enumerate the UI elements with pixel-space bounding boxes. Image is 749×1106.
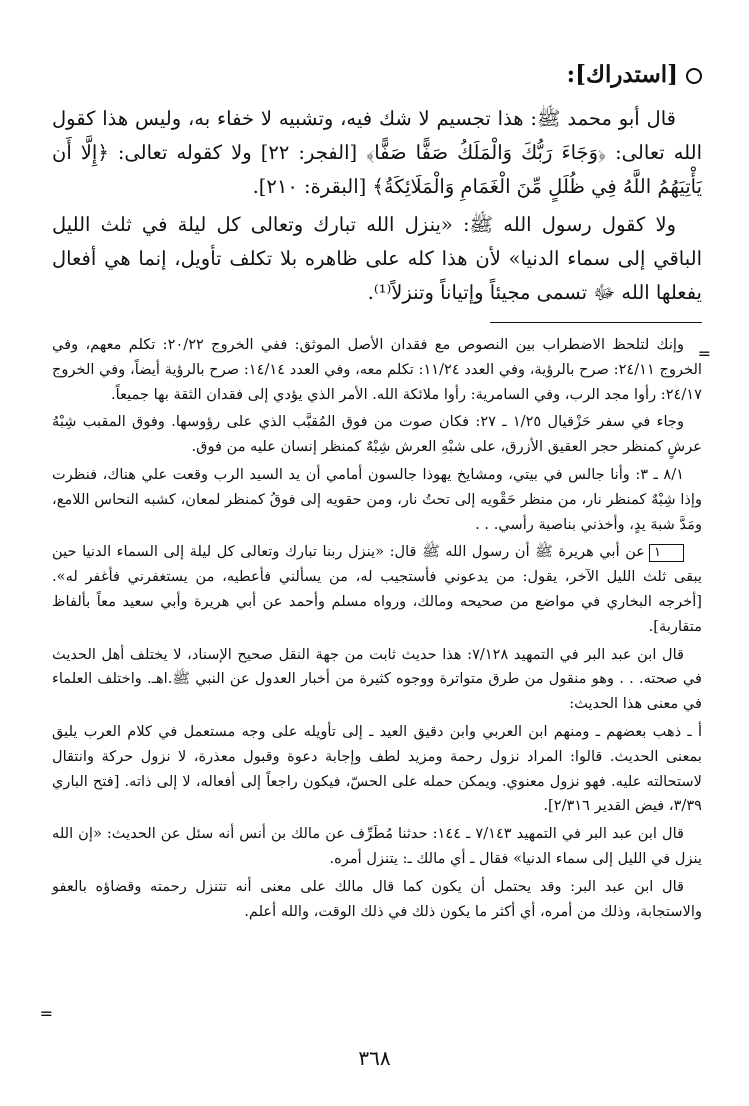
footnote-paragraph-7: قال ابن عبد البر في التمهيد ٧/١٤٣ ـ ١٤٤: حدثنا مُطَرِّف عن مالك بن أنس أنه سئل عن الحديث: «إن الله ينزل في الليل إلى سماء الدنيا» فقال ـ أي مالك ـ: يتنزل أمره.: [52, 825, 702, 867]
footnote-paragraph-5: قال ابن عبد البر في التمهيد ٧/١٢٨: هذا حديث ثابت من جهة النقل صحيح الإسناد، لا يختلف أهل الحديث في صحته. . . وهو منقول من طرق متواترة ووجوه كثيرة من أخبار العدول عن النبي ﷺ.اهـ. واختلف العلماء في معنى هذا الحديث:: [52, 645, 702, 713]
footnote-paragraph-4: [52, 540, 702, 639]
heading-text: [استدراك]:: [566, 61, 678, 88]
footnote-paragraph-8: قال ابن عبد البر: وقد يحتمل أن يكون كما قال مالك على معنى أنه تتنزل رحمته وقضاؤه بالعفو والاستجابة، وذلك من أمره، أي أكثر ما يكون ذلك في ذلك الوقت، والله أعلم.: [52, 877, 702, 920]
continuation-mark-top: =: [697, 344, 711, 363]
continuation-mark-bottom: =: [39, 1004, 53, 1023]
footnote-separator: [490, 322, 702, 323]
footnote-4-text: عن أبي هريرة ﷺ أن رسول الله ﷺ قال: «ينزل ربنا تبارك وتعالى كل ليلة إلى السماء الدنيا حين يبقى ثلث الليل الآخر، يقول: من يدعوني فأستجيب له، من يسألني فأعطيه، من يستغفرني فأغفر له». [أخرجه البخاري في مواضع من صحيحه ومالك، ورواه مسلم وأحمد عن أبي هريرة وأبي سعيد معاً بألفاظ متقاربة].: [52, 543, 702, 635]
page-number: ٣٦٨: [358, 1046, 391, 1070]
circle-bullet-icon: [686, 68, 702, 84]
footnotes: [52, 333, 702, 924]
main-paragraph-1: قال أبو محمد ﷺ: هذا تجسيم لا شك فيه، وتشبيه لا خفاء به، وليس هذا كقول الله تعالى: ﴿وَجَاءَ رَبُّكَ وَالْمَلَكُ صَفًّا صَفًّا﴾ [الفجر: ٢٢] ولا كقوله تعالى: ﴿إِلَّا أَن يَأْتِيَهُمُ اللَّهُ فِي ظُلَلٍ مِّنَ الْغَمَامِ وَالْمَلَائِكَةُ﴾ [البقرة: ٢١٠].: [52, 107, 702, 198]
main-text: [52, 102, 702, 310]
footnote-paragraph-2: وجاء في سفر حَزْقيال ١/٢٥ ـ ٢٧: فكان صوت من فوق المُقبَّب الذي على رؤوسها. وفوق المقبب شِبْهُ عرشٍ كمنظر حجر العقيق الأزرق، على شبْهِ العرش شِبْهٌ كمنظر إنسان عليه من فوق.: [52, 413, 702, 456]
main-paragraph-2: ولا كقول رسول الله ﷺ: «ينزل الله تبارك وتعالى كل ليلة في ثلث الليل الباقي إلى سماء الدنيا» لأن هذا كله على ظاهره بلا تكلف تأويل، إنما هي أفعال يفعلها الله ﷻ تسمى مجيئاً وإتياناً وتنزلاً⁽¹⁾.: [52, 213, 702, 304]
page-body: [52, 58, 702, 927]
footnote-paragraph-6: أ ـ ذهب بعضهم ـ ومنهم ابن العربي وابن دقيق العيد ـ إلى تأويله على وجه مستعمل في كلام العرب يليق بمعنى الحديث. قالوا: المراد نزول رحمة ومزيد لطف وإجابة دعوة وقبول معذرة، لا نزول حركة وانتقال لاستحالته عليه. فهو نزول معنوي. ويمكن حمله على الحسّ، فيكون راجعاً إلى أفعاله، لا إلى ذاته. [فتح الباري ٣/٣٩، فيض القدير ٢/٣١٦].: [52, 722, 702, 815]
section-heading: [52, 58, 702, 92]
footnote-paragraph-3: ٨/١ ـ ٣: وأنا جالس في بيتي، ومشايخ يهوذا جالسون أمامي أن يد السيد الرب وقعت علي هناك، فنظرت وإذا شِبْهٌ كمنظر نار، من منظر حَقْويه إلى تحتُ نار، ومن حقويه إلى فوقُ كمنظر لمعان، كشبه النحاس اللامع، ومَدَّ شبهَ يدٍ، وأخذني بناصية رأسي. . .: [52, 465, 702, 533]
footnote-number-box: ١: [649, 544, 684, 562]
footnote-paragraph-1: وإنك لتلحظ الاضطراب بين النصوص مع فقدان الأصل الموثق: ففي الخروج ٢٠/٢٢: تكلم معهم، وفي الخروج ٢٤/١١: صرح بالرؤية، وفي العدد ١١/٢٤: تكلم معه، وفي العدد ١٤/١٤: صرح بالرؤية أيضاً، وفي الخروج ٢٤/١٧: رأوا مجد الرب، وفي السامرية: رأوا ملائكة الله. الأمر الذي يؤدي إلى فقدان الثقة بها جميعاً.: [52, 336, 702, 403]
